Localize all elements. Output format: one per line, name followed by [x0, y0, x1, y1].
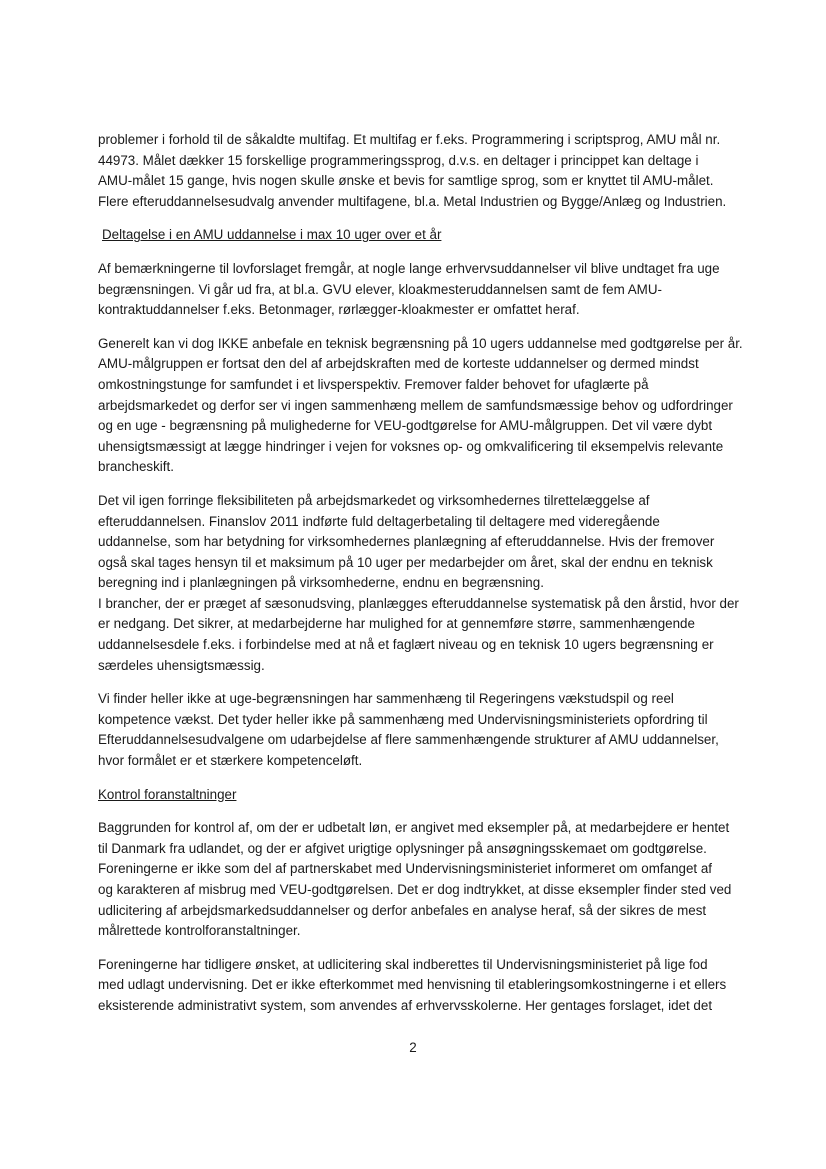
paragraph-bemaerkninger: [98, 259, 738, 321]
heading-deltagelse: Deltagelse i en AMU uddannelse i max 10 uger over et år: [102, 227, 442, 243]
text-line: efteruddannelsen. Finanslov 2011 indførte fuld deltagerbetaling til deltagere med videregående: [98, 513, 660, 529]
text-line: og karakteren af misbrug med VEU-godtgørelsen. Det er dog indtrykket, at disse eksempler finder sted ved: [98, 882, 732, 897]
text-line: Foreningerne er ikke som del af partnerskabet med Undervisningsministeriet informeret om omfanget af: [98, 861, 713, 877]
text-line: til Danmark fra udlandet, og der er afgivet urigtige oplysninger på ansøgningsskemaet om godtgørelse.: [98, 840, 707, 856]
text-line: brancheskift.: [98, 459, 174, 475]
text-line: særdeles uhensigtsmæssig.: [98, 657, 265, 673]
text-line: uddannelsesdele f.eks. i forbindelse med at nå et faglært niveau og en teknisk 10 ugers begrænsning er: [98, 637, 714, 653]
text-line: Af bemærkningerne til lovforslaget fremgår, at nogle lange erhvervsuddannelser vil blive undtaget fra uge: [98, 260, 720, 276]
text-line: beregning ind i planlægningen på virksomhederne, endnu en begrænsning.: [98, 575, 544, 591]
text-line: Det vil igen forringe fleksibiliteten på arbejdsmarkedet og virksomhedernes tilrettelæggelse af: [98, 492, 650, 508]
heading-kontrol: Kontrol foranstaltninger: [98, 786, 237, 802]
text-line: udlicitering af arbejdsmarkedsuddannelser og derfor anbefales en analyse heraf, så der sikres de mest: [98, 902, 707, 918]
text-line: Baggrunden for kontrol af, om der er udbetalt løn, er angivet med eksempler på, at medarbejdere er hentet: [98, 820, 730, 836]
paragraph-fleksibilitet: [98, 491, 738, 676]
text-line: Generelt kan vi dog IKKE anbefale en teknisk begrænsning på 10 ugers uddannelse med godtgørelse per år.: [98, 335, 743, 351]
text-line: arbejdsmarkedet og derfor ser vi ingen sammenhæng mellem de samfundsmæssige behov og udfordringer: [98, 397, 733, 413]
paragraph-udlicitering: [98, 955, 738, 1017]
page-number: 2: [409, 1040, 417, 1055]
text-line: AMU-målet 15 gange, hvis nogen skulle ønske et bevis for samtlige sprog, som er knyttet til AMU-målet.: [98, 173, 714, 189]
text-line: er nedgang. Det sikrer, at medarbejderne har mulighed for at gennemføre større, sammenhængende: [98, 616, 695, 632]
text-line: også skal tages hensyn til et maksimum på 10 uger per medarbejder om året, skal der endnu en teknisk: [98, 554, 713, 570]
text-line: problemer i forhold til de såkaldte multifag. Et multifag er f.eks. Programmering i scriptsprog, AMU mål nr.: [98, 132, 721, 147]
text-line: Efteruddannelsesudvalgene om udarbejdelse af flere sammenhængende strukturer af AMU uddannelser,: [98, 732, 719, 748]
paragraph-vaekstudspil: [98, 689, 738, 771]
page-body: [98, 130, 743, 1030]
text-line: omkostningstunge for samfundet i et livsperspektiv. Fremover falder behovet for ufaglærte på: [98, 376, 649, 392]
text-line: kompetence vækst. Det tyder heller ikke på sammenhæng med Undervisningsministeriets opfordring til: [98, 711, 708, 727]
text-line: og en uge - begrænsning på mulighederne for VEU-godtgørelse for AMU-målgruppen. Det vil være dybt: [98, 418, 713, 434]
text-line: begrænsningen. Vi går ud fra, at bl.a. GVU elever, kloakmesteruddannelsen samt de fem AMU-: [98, 281, 662, 297]
text-line: Flere efteruddannelsesudvalg anvender multifagene, bl.a. Metal Industrien og Bygge/Anlæg og Industrien.: [98, 193, 727, 209]
paragraph-baggrunden: [98, 818, 738, 942]
text-line: Vi finder heller ikke at uge-begrænsningen har sammenhæng til Regeringens vækstudspil og reel: [98, 691, 674, 707]
text-line: Foreningerne har tidligere ønsket, at udlicitering skal indberettes til Undervisningsministeriet på lige fod: [98, 956, 708, 972]
text-line: målrettede kontrolforanstaltninger.: [98, 923, 301, 939]
paragraph-generelt: [98, 334, 743, 478]
text-line: AMU-målgruppen er fortsat den del af arbejdskraften med de korteste uddannelser og dermed mindst: [98, 356, 699, 372]
paragraph-multifag: [98, 130, 738, 212]
text-line: uddannelse, som har betydning for virksomhedernes planlægning af efteruddannelse. Hvis der fremover: [98, 534, 715, 550]
text-line: I brancher, der er præget af sæsonudsving, planlægges efteruddannelse systematisk på den årstid, hvor der: [98, 595, 739, 611]
text-line: hvor formålet er et stærkere kompetenceløft.: [98, 753, 363, 769]
text-line: eksisterende administrativt system, som anvendes af erhvervsskolerne. Her gentages forslaget, idet det: [98, 997, 713, 1013]
text-line: med udlagt undervisning. Det er ikke efterkommet med henvisning til etableringsomkostningerne i et ellers: [98, 977, 727, 993]
text-line: uhensigtsmæssigt at lægge hindringer i vejen for voksnes op- og omkvalificering til eksempelvis relevante: [98, 438, 724, 454]
text-line: kontraktuddannelser f.eks. Betonmager, rørlægger-kloakmester er omfattet heraf.: [98, 302, 580, 318]
text-line: 44973. Målet dækker 15 forskellige programmeringssprog, d.v.s. en deltager i princippet kan deltage i: [98, 152, 699, 168]
